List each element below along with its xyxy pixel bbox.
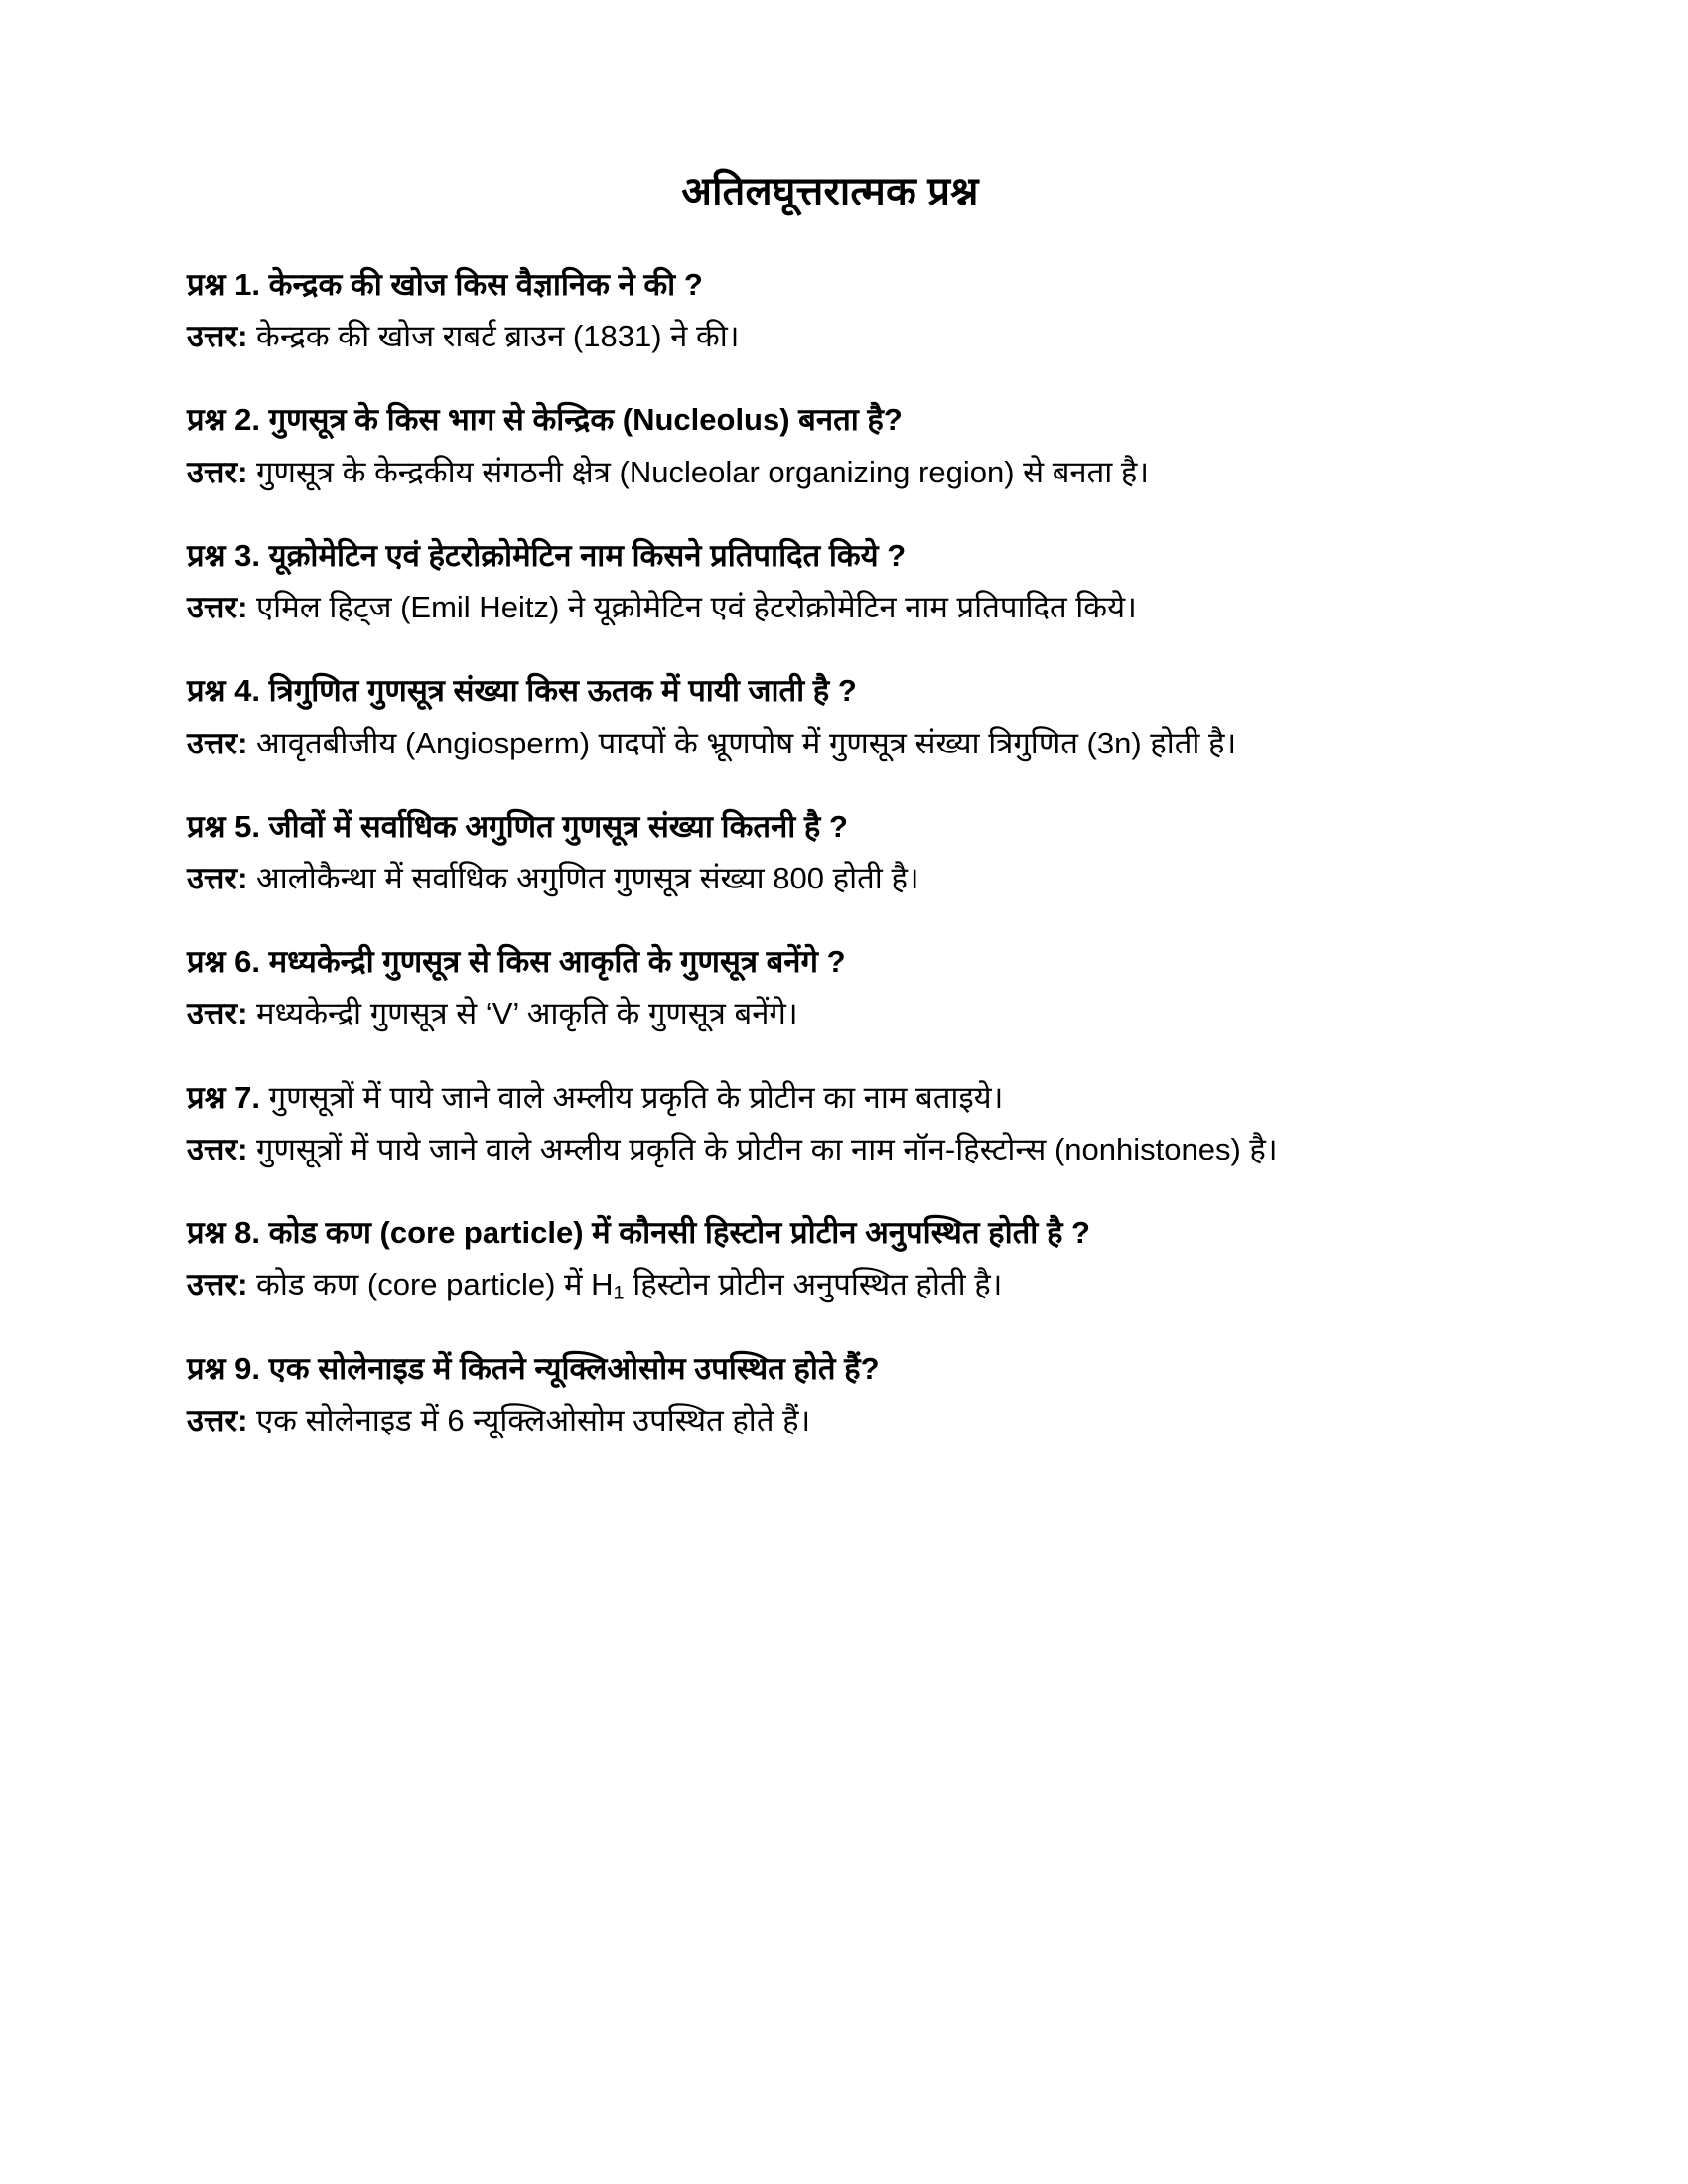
answer-4-label: उत्तर: bbox=[187, 725, 257, 760]
question-6 bbox=[187, 937, 1509, 987]
qa-item-7 bbox=[187, 1073, 1509, 1174]
answer-5-label: उत्तर: bbox=[187, 860, 257, 895]
question-9-label: प्रश्न 9. bbox=[187, 1350, 269, 1386]
answer-5-text: आलोकैन्था में सर्वाधिक अगुणित गुणसूत्र संख्या 800 होती है। bbox=[256, 860, 919, 895]
answer-6-text: मध्यकेन्द्री गुणसूत्र से ‘V’ आकृति के गुणसूत्र बनेंगे। bbox=[256, 996, 798, 1031]
qa-item-5 bbox=[187, 802, 1509, 903]
qa-item-3 bbox=[187, 531, 1509, 632]
question-5 bbox=[187, 802, 1509, 852]
qa-item-1 bbox=[187, 260, 1509, 361]
question-6-label: प्रश्न 6. bbox=[187, 944, 269, 980]
answer-8 bbox=[187, 1260, 1509, 1309]
qa-item-4 bbox=[187, 666, 1509, 767]
answer-8-subscript: 1 bbox=[613, 1282, 625, 1304]
question-8 bbox=[187, 1208, 1509, 1258]
answer-2 bbox=[187, 448, 1509, 497]
page-title: अतिलघूत्तरात्मक प्रश्न bbox=[681, 170, 979, 213]
question-3-text: यूक्रोमेटिन एवं हेटरोक्रोमेटिन नाम किसने प्रतिपादित किये ? bbox=[268, 537, 907, 573]
answer-3-text: एमिल हिट्ज (Emil Heitz) ने यूक्रोमेटिन एवं हेटरोक्रोमेटिन नाम प्रतिपादित किये। bbox=[256, 590, 1137, 625]
question-1-label: प्रश्न 1. bbox=[187, 267, 269, 302]
question-3-label: प्रश्न 3. bbox=[187, 537, 269, 573]
question-answer-list bbox=[187, 260, 1509, 1445]
answer-9-label: उत्तर: bbox=[187, 1402, 257, 1437]
qa-item-9 bbox=[187, 1344, 1509, 1445]
answer-2-label: उत्तर: bbox=[187, 454, 257, 489]
question-1 bbox=[187, 260, 1509, 310]
answer-7 bbox=[187, 1125, 1509, 1174]
qa-item-2 bbox=[187, 395, 1509, 496]
qa-item-8 bbox=[187, 1208, 1509, 1309]
answer-2-text: गुणसूत्र के केन्द्रकीय संगठनी क्षेत्र (Nucleolar organizing region) से बनता है। bbox=[256, 454, 1150, 489]
answer-1-label: उत्तर: bbox=[187, 319, 257, 354]
question-1-text: केन्द्रक की खोज किस वैज्ञानिक ने की ? bbox=[268, 267, 703, 302]
answer-6-label: उत्तर: bbox=[187, 996, 257, 1031]
question-5-label: प्रश्न 5. bbox=[187, 808, 269, 844]
question-7-text: गुणसूत्रों में पाये जाने वाले अम्लीय प्रकृति के प्रोटीन का नाम बताइये। bbox=[268, 1079, 1004, 1115]
question-2-text: गुणसूत्र के किस भाग से केन्द्रिक (Nucleolus) बनता है? bbox=[268, 402, 903, 438]
question-2 bbox=[187, 395, 1509, 445]
question-6-text: मध्यकेन्द्री गुणसूत्र से किस आकृति के गुणसूत्र बनेंगे ? bbox=[268, 944, 846, 980]
answer-8-label: उत्तर: bbox=[187, 1267, 257, 1302]
question-7 bbox=[187, 1073, 1509, 1123]
answer-1-text: केन्द्रक की खोज राबर्ट ब्राउन (1831) ने की। bbox=[256, 319, 740, 354]
answer-3-label: उत्तर: bbox=[187, 590, 257, 625]
answer-6 bbox=[187, 989, 1509, 1038]
answer-7-text: गुणसूत्रों में पाये जाने वाले अम्लीय प्रकृति के प्रोटीन का नाम नॉन-हिस्टोन्स (nonhistones) है। bbox=[256, 1131, 1278, 1166]
qa-item-6 bbox=[187, 937, 1509, 1038]
question-8-label: प्रश्न 8. bbox=[187, 1215, 269, 1251]
question-5-text: जीवों में सर्वाधिक अगुणित गुणसूत्र संख्या कितनी है ? bbox=[268, 808, 848, 844]
answer-9-text: एक सोलेनाइड में 6 न्यूक्लिओसोम उपस्थित होते हैं। bbox=[256, 1402, 811, 1437]
question-9 bbox=[187, 1344, 1509, 1394]
answer-8-text-suffix: हिस्टोन प्रोटीन अनुपस्थित होती है। bbox=[624, 1267, 1003, 1302]
answer-7-label: उत्तर: bbox=[187, 1131, 257, 1166]
question-9-text: एक सोलेनाइड में कितने न्यूक्लिओसोम उपस्थित होते हैं? bbox=[268, 1350, 880, 1386]
answer-5 bbox=[187, 854, 1509, 903]
answer-4-text: आवृतबीजीय (Angiosperm) पादपों के भ्रूणपोष में गुणसूत्र संख्या त्रिगुणित (3n) होती है। bbox=[256, 725, 1237, 760]
question-3 bbox=[187, 531, 1509, 581]
question-8-text: कोड कण (core particle) में कौनसी हिस्टोन प्रोटीन अनुपस्थित होती है ? bbox=[268, 1215, 1090, 1251]
question-7-label: प्रश्न 7. bbox=[187, 1079, 269, 1115]
question-4 bbox=[187, 666, 1509, 716]
answer-9 bbox=[187, 1396, 1509, 1445]
answer-8-text-prefix: कोड कण (core particle) में H bbox=[256, 1267, 614, 1302]
question-4-text: त्रिगुणित गुणसूत्र संख्या किस ऊतक में पायी जाती है ? bbox=[268, 673, 857, 709]
question-2-label: प्रश्न 2. bbox=[187, 402, 269, 438]
answer-1 bbox=[187, 312, 1509, 361]
answer-4 bbox=[187, 719, 1509, 768]
question-4-label: प्रश्न 4. bbox=[187, 673, 269, 709]
answer-3 bbox=[187, 583, 1509, 632]
